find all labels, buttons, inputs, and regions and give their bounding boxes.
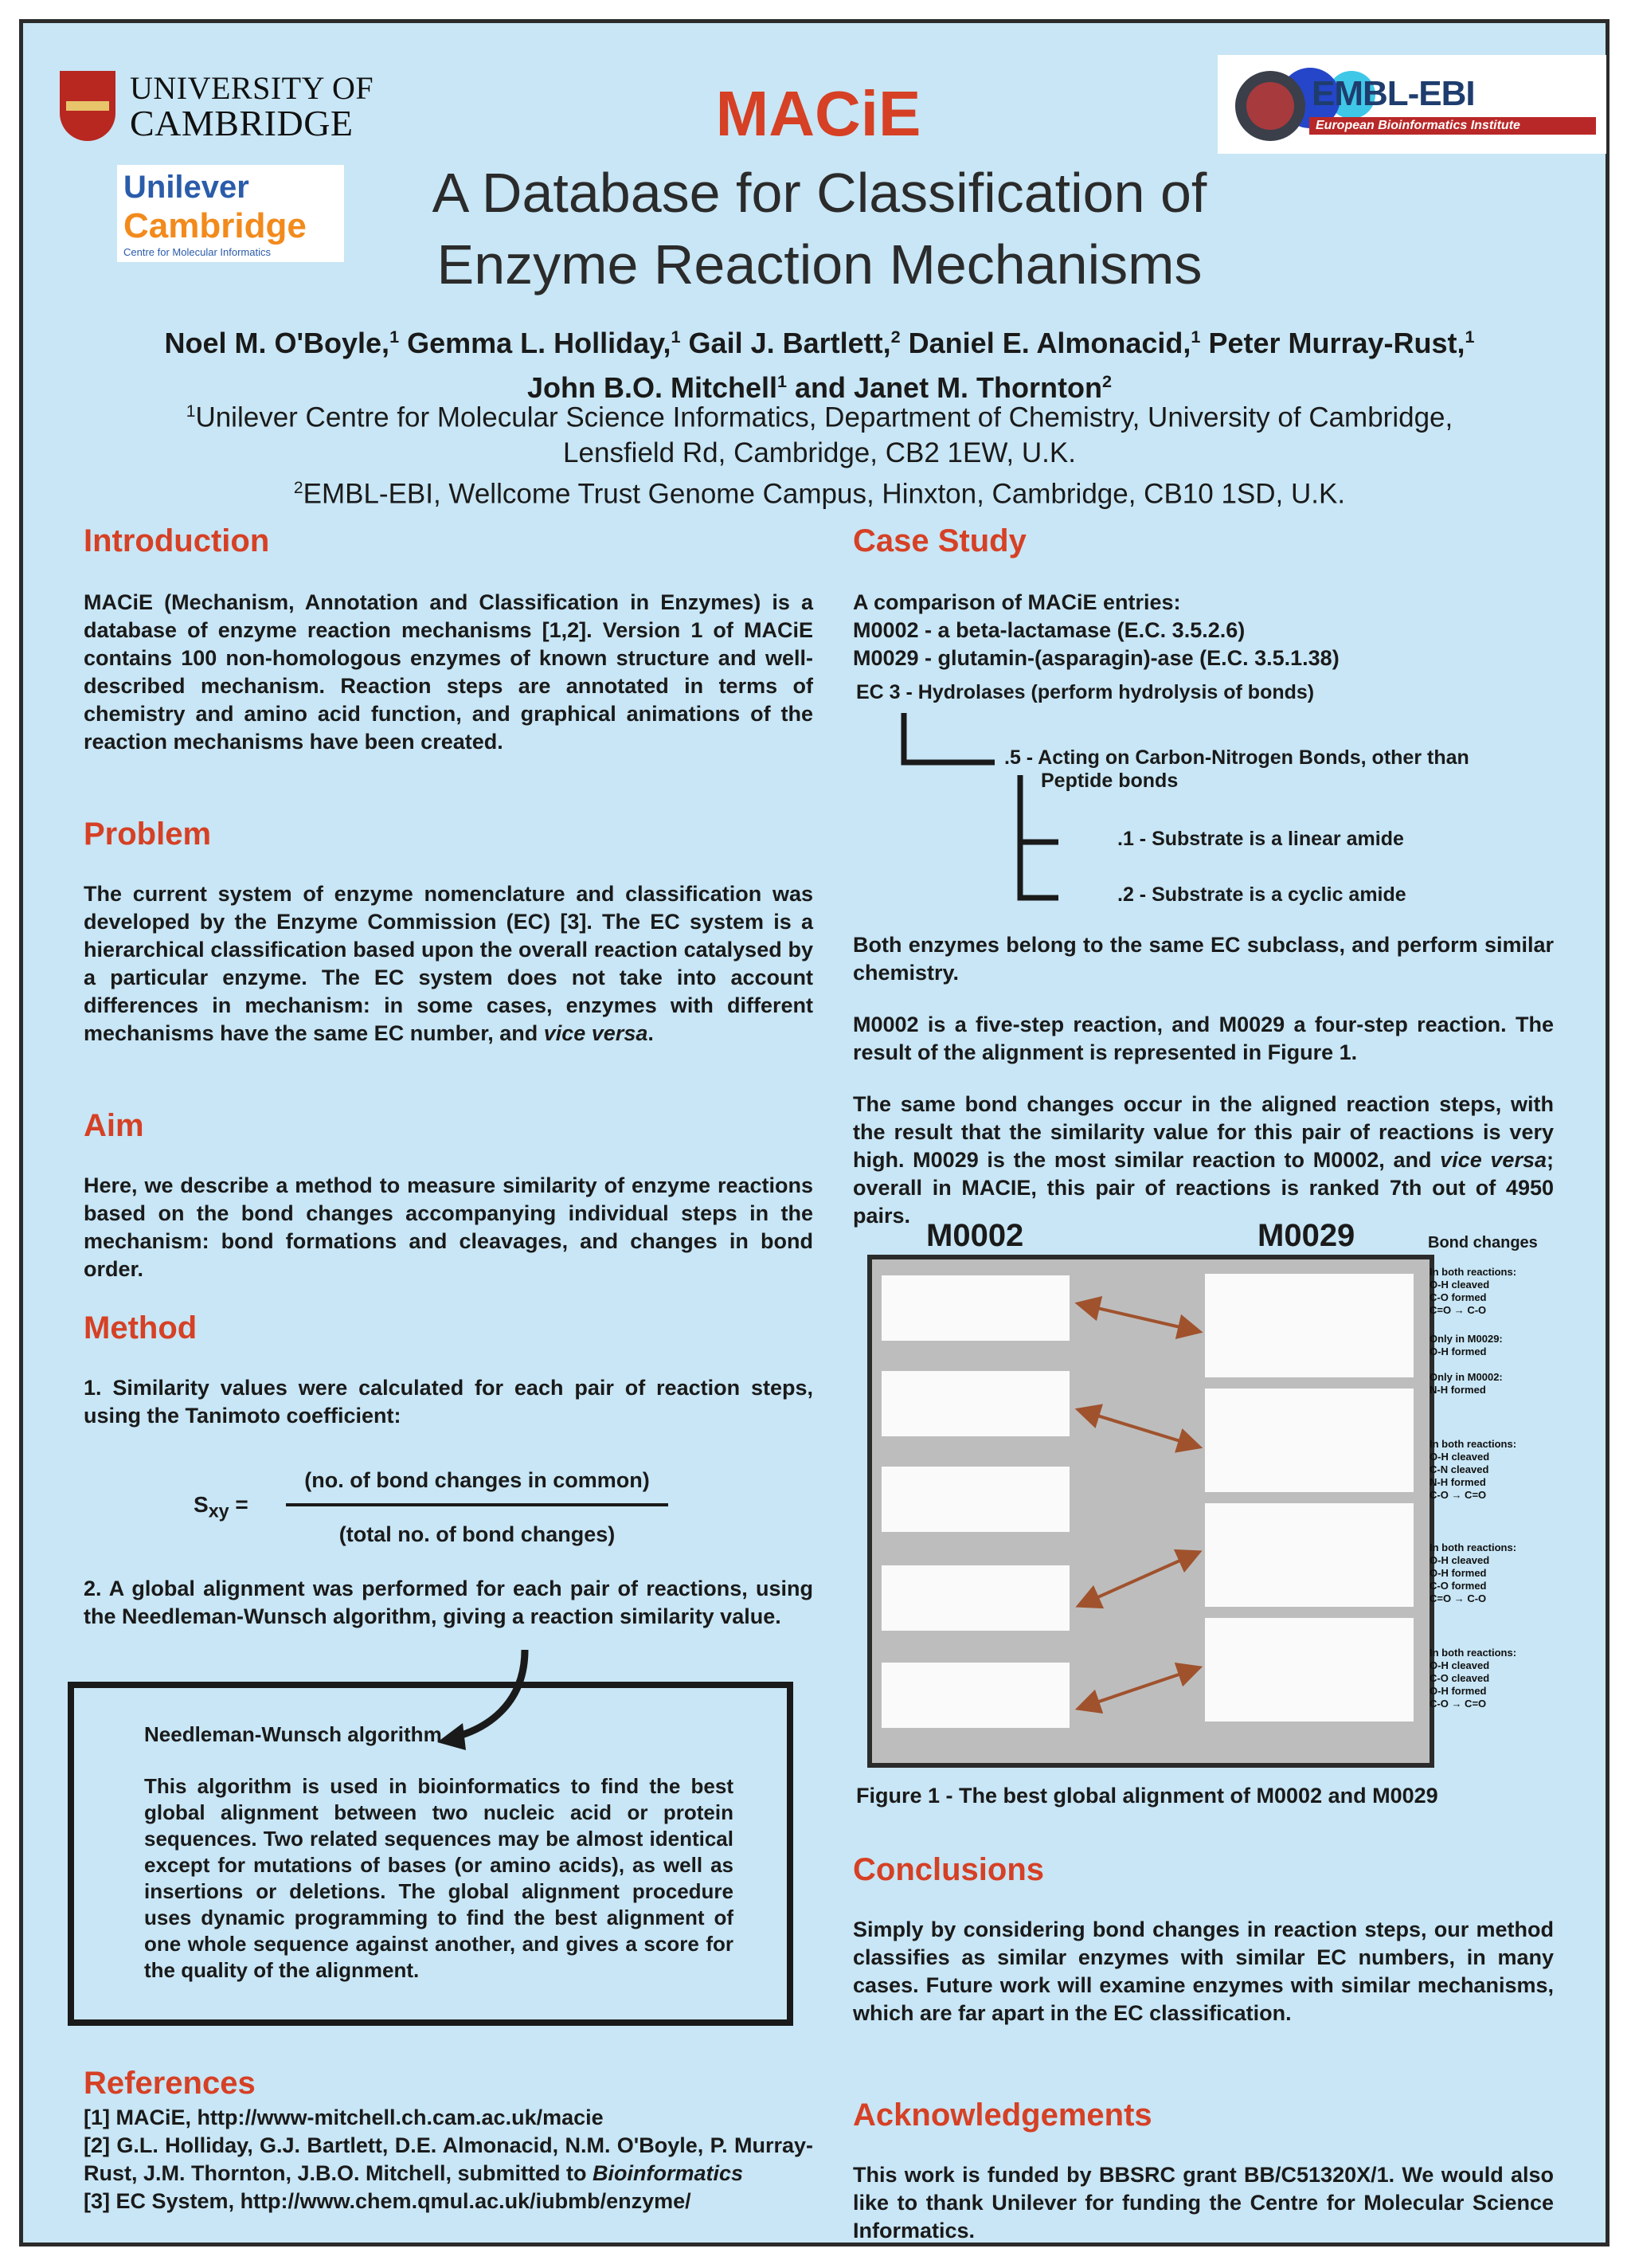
case-study-intro <box>853 589 1554 672</box>
case-study-p2: M0002 is a five-step reaction, and M0029 a four-step reaction. The result of the alignment is represented in Figure 1. <box>853 1013 1554 1064</box>
problem-text-main: The current system of enzyme nomenclature and classification was developed by the Enzyme Commission (EC) [3]. The EC system is a hierarchical classification based upon the overall reaction catalysed by a particular enzyme. The EC system does not take into account differences in mechanism: in some cases, enzymes with different mechanisms have the same EC number, and <box>84 882 813 1045</box>
case-study-heading: Case Study <box>853 523 1027 558</box>
bond-group-2 <box>1430 1333 1573 1358</box>
poster <box>19 19 1609 2246</box>
bond-group-4 <box>1430 1438 1573 1502</box>
bond-line: O-H cleaved <box>1430 1451 1490 1463</box>
case-study-p3-b: ; overall in MACIE, this pair of reactions is ranked 7th out of 4950 pairs. <box>853 1148 1554 1228</box>
bond-line: C=O → C-O <box>1430 1592 1487 1604</box>
ec-tree-root: EC 3 - Hydrolases (perform hydrolysis of bonds) <box>856 681 1315 703</box>
author: Daniel E. Almonacid, <box>908 327 1191 359</box>
case-study-intro-2: M0002 - a beta-lactamase (E.C. 3.5.2.6) <box>853 618 1246 642</box>
problem-text-italic: vice versa <box>543 1021 648 1045</box>
method-heading: Method <box>84 1310 198 1346</box>
affiliation-1: Unilever Centre for Molecular Science Informatics, Department of Chemistry, University of Cambridge, <box>195 402 1453 433</box>
affiliation-1b: Lensfield Rd, Cambridge, CB2 1EW, U.K. <box>563 437 1076 468</box>
bond-line: C-O formed <box>1430 1580 1487 1592</box>
ec-tree-node-5 <box>1004 746 1469 793</box>
subtitle-line2: Enzyme Reaction Mechanisms <box>436 233 1203 296</box>
bond-line: O-H cleaved <box>1430 1554 1490 1566</box>
formula-sub: xy <box>208 1500 229 1522</box>
bond-group-5 <box>1430 1541 1573 1605</box>
references-heading: References <box>84 2066 256 2101</box>
unilever-logo-line2: Cambridge <box>123 206 307 245</box>
author-affil-sup: 1 <box>1465 327 1475 347</box>
method-step2: 2. A global alignment was performed for each pair of reactions, using the Needleman-Wunsch algorithm, giving a reaction similarity value. <box>84 1577 813 1628</box>
bond-line: N-H formed <box>1430 1384 1486 1396</box>
figure-label-m0029: M0029 <box>1257 1218 1355 1253</box>
bond-group-1 <box>1430 1266 1573 1317</box>
bond-line: In both reactions: <box>1430 1541 1517 1553</box>
needleman-wunsch-box <box>68 1682 793 2026</box>
bond-line: C-N cleaved <box>1430 1463 1489 1475</box>
conclusions-heading: Conclusions <box>853 1852 1045 1887</box>
nw-box-text: This algorithm is used in bioinformatics to find the best global alignment between two nucleic acid or protein sequences. Two related sequences may be almost identical except for mutations of bases (or amino acids), as well as insertions or deletions. The global alignment procedure uses dynamic programming to find the best alignment of one whole sequence against another, and gives a score for the quality of the alignment. <box>144 1774 733 1982</box>
bond-changes-heading: Bond changes <box>1428 1234 1538 1252</box>
author: Gail J. Bartlett, <box>688 327 891 359</box>
bond-line: C-O formed <box>1430 1291 1487 1303</box>
author-affil-sup: 1 <box>671 327 681 347</box>
author-affil-sup: 1 <box>389 327 400 347</box>
bond-line: C-O → C=O <box>1430 1698 1487 1710</box>
alignment-arrows <box>872 1259 1430 1761</box>
poster-title: MACiE <box>715 78 921 149</box>
case-study-intro-3: M0029 - glutamin-(asparagin)-ase (E.C. 3.5.1.38) <box>853 646 1340 670</box>
reference-2-journal: Bioinformatics <box>593 2161 744 2185</box>
affil-sup: 2 <box>293 478 303 497</box>
formula-denominator: (total no. of bond changes) <box>338 1522 616 1546</box>
aim-text: Here, we describe a method to measure similarity of enzyme reactions based on the bond changes accompanying individual steps in the mechanism: bond formations and cleavages, and changes in bond order. <box>84 1173 813 1281</box>
ec-tree-node-5-line1: .5 - Acting on Carbon-Nitrogen Bonds, other than <box>1004 746 1469 769</box>
cambridge-logo-line2: CAMBRIDGE <box>130 103 354 143</box>
unilever-logo-line1: Unilever <box>123 170 249 205</box>
formula-fraction-bar <box>286 1503 668 1506</box>
bond-line: O-H cleaved <box>1430 1659 1490 1671</box>
bond-line: In both reactions: <box>1430 1266 1517 1278</box>
problem-text-end: . <box>647 1021 654 1045</box>
case-study-p3 <box>853 1091 1554 1230</box>
author: Noel M. O'Boyle, <box>164 327 390 359</box>
bond-line: In both reactions: <box>1430 1647 1517 1659</box>
cambridge-logo-line1: UNIVERSITY OF <box>130 70 374 106</box>
subtitle-line1: A Database for Classification of <box>432 162 1207 224</box>
bond-line: O-H cleaved <box>1430 1279 1490 1291</box>
affiliation-2: EMBL-EBI, Wellcome Trust Genome Campus, Hinxton, Cambridge, CB10 1SD, U.K. <box>303 478 1346 510</box>
author: Peter Murray-Rust, <box>1208 327 1465 359</box>
nw-box-title: Needleman-Wunsch algorithm <box>144 1722 442 1746</box>
method-step1: 1. Similarity values were calculated for each pair of reaction steps, using the Tanimoto coefficient: <box>84 1376 813 1428</box>
formula-s: S <box>194 1492 209 1517</box>
unilever-logo-sub: Centre for Molecular Informatics <box>123 246 271 258</box>
embl-logo-name: EMBL-EBI <box>1312 74 1475 113</box>
ec-tree-node-2: .2 - Substrate is a cyclic amide <box>1117 883 1406 906</box>
formula-lhs <box>194 1490 248 1526</box>
formula-numerator: (no. of bond changes in common) <box>304 1468 650 1492</box>
figure-caption: Figure 1 - The best global alignment of M0002 and M0029 <box>856 1784 1438 1808</box>
author-affil-sup: 1 <box>1191 327 1201 347</box>
alignment-figure <box>867 1255 1434 1768</box>
bond-line: C-O → C=O <box>1430 1489 1487 1501</box>
bond-line: C-O cleaved <box>1430 1672 1490 1684</box>
aim-heading: Aim <box>84 1108 144 1143</box>
acknowledgements-text: This work is funded by BBSRC grant BB/C51320X/1. We would also like to thank Unilever for funding the Centre for Molecular Science Informatics. <box>853 2163 1554 2243</box>
affiliations <box>87 394 1552 511</box>
case-study-p3-a: The same bond changes occur in the aligned reaction steps, with the result that the similarity value for this pair of reactions is very high. M0029 is the most similar reaction to M0002, and <box>853 1092 1554 1172</box>
formula-eq: = <box>235 1492 248 1517</box>
ec-tree-lines <box>899 713 1058 904</box>
conclusions-text: Simply by considering bond changes in reaction steps, our method classifies as similar enzymes with similar EC numbers, in many cases. Future work will examine enzymes with similar mechanisms, which are far apart in the EC classification. <box>853 1917 1554 2025</box>
bond-group-3 <box>1430 1371 1573 1396</box>
bond-line: O-H formed <box>1430 1685 1487 1697</box>
affil-sup: 1 <box>186 402 196 421</box>
case-study-p1: Both enzymes belong to the same EC subclass, and perform similar chemistry. <box>853 933 1554 985</box>
ec-tree-node-5-line2: Peptide bonds <box>1041 770 1179 792</box>
author-affil-sup: 2 <box>1102 371 1113 391</box>
reference-2-text: [2] G.L. Holliday, G.J. Bartlett, D.E. Almonacid, N.M. O'Boyle, P. Murray-Rust, J.M. Thornton, J.B.O. Mitchell, submitted to <box>84 2133 813 2185</box>
author: and Janet M. Thornton <box>795 371 1102 404</box>
reference-3: [3] EC System, http://www.chem.qmul.ac.uk/iubmb/enzyme/ <box>84 2189 691 2213</box>
author: John B.O. Mitchell <box>526 371 777 404</box>
bond-line: O-H formed <box>1430 1567 1487 1579</box>
bond-group-6 <box>1430 1647 1573 1710</box>
bond-line: C=O → C-O <box>1430 1304 1487 1316</box>
poster-subtitle <box>278 157 1361 300</box>
author-affil-sup: 2 <box>890 327 901 347</box>
case-study-p3-italic: vice versa <box>1440 1148 1547 1172</box>
bond-line: Only in M0029: <box>1430 1333 1503 1345</box>
reference-2 <box>84 2132 813 2188</box>
references-list <box>84 2104 813 2215</box>
bond-line: In both reactions: <box>1430 1438 1517 1450</box>
bond-line: Only in M0002: <box>1430 1371 1503 1383</box>
ec-tree-node-1: .1 - Substrate is a linear amide <box>1117 828 1404 850</box>
case-study-intro-1: A comparison of MACiE entries: <box>853 590 1181 614</box>
acknowledgements-heading: Acknowledgements <box>853 2098 1152 2133</box>
author-affil-sup: 1 <box>776 371 787 391</box>
bond-line: O-H formed <box>1430 1346 1487 1357</box>
problem-text <box>84 880 813 1048</box>
bond-line: N-H formed <box>1430 1476 1486 1488</box>
figure-label-m0002: M0002 <box>926 1218 1024 1253</box>
problem-heading: Problem <box>84 817 212 852</box>
author: Gemma L. Holliday, <box>407 327 671 359</box>
embl-logo-band: European Bioinformatics Institute <box>1309 117 1596 135</box>
reference-1: [1] MACiE, http://www-mitchell.ch.cam.ac.uk/macie <box>84 2105 604 2129</box>
introduction-heading: Introduction <box>84 523 270 558</box>
introduction-text: MACiE (Mechanism, Annotation and Classification in Enzymes) is a database of enzyme reaction mechanisms [1,2]. Version 1 of MACiE contains 100 non-homologous enzymes of known structure and well-described mechanism. Reaction steps are annotated in terms of chemistry and amino acid function, and graphical animations of the reaction mechanisms have been created. <box>84 590 813 754</box>
